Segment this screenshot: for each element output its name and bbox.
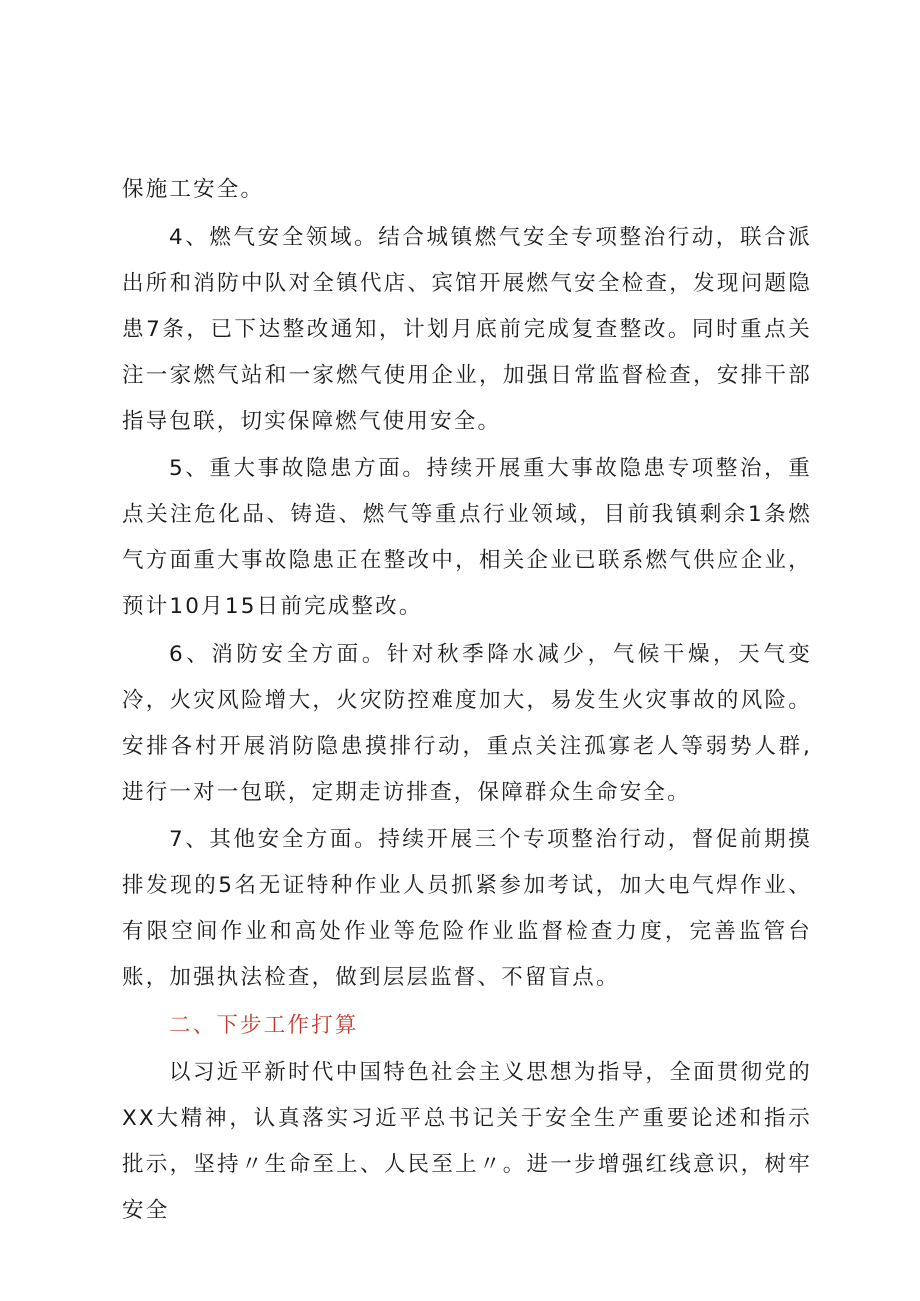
- document-body: [122, 167, 812, 1236]
- paragraph-other-safety: 7、其他安全方面。持续开展三个专项整治行动，督促前期摸排发现的5名无证特种作业人员抓紧参加考试，加大电气焊作业、有限空间作业和高处作业等危险作业监督检查力度，完善监管台账，加强执法检查，做到层层监督、不留盲点。: [122, 827, 812, 990]
- paragraph-guiding-principle: 以习近平新时代中国特色社会主义思想为指导，全面贯彻党的XX大精神，认真落实习近平总书记关于安全生产重要论述和指示批示，坚持〃生命至上、人民至上〃。进一步增强红线意识，树牢安全: [122, 1060, 812, 1223]
- paragraph-gas-safety: 4、燃气安全领域。结合城镇燃气安全专项整治行动，联合派出所和消防中队对全镇代店、宾馆开展燃气安全检查，发现问题隐患7条，已下达整改通知，计划月底前完成复查整改。同时重点关注一家燃气站和一家燃气使用企业，加强日常监督检查，安排干部指导包联，切实保障燃气使用安全。: [122, 224, 812, 434]
- section-heading-next-steps: 二、下步工作打算: [169, 1012, 359, 1038]
- paragraph-fire-safety: 6、消防安全方面。针对秋季降水减少，气候干燥，天气变冷，火灾风险增大，火灾防控难度加大，易发生火灾事故的风险。安排各村开展消防隐患摸排行动，重点关注孤寡老人等弱势人群,进行一对一包联，定期走访排查，保障群众生命安全。: [122, 641, 812, 805]
- paragraph-major-hazards: 5、重大事故隐患方面。持续开展重大事故隐患专项整治，重点关注危化品、铸造、燃气等重点行业领域，目前我镇剩余1条燃气方面重大事故隐患正在整改中，相关企业已联系燃气供应企业，预计10月15日前完成整改。: [122, 456, 812, 619]
- paragraph-continuation: 保施工安全。: [122, 177, 265, 202]
